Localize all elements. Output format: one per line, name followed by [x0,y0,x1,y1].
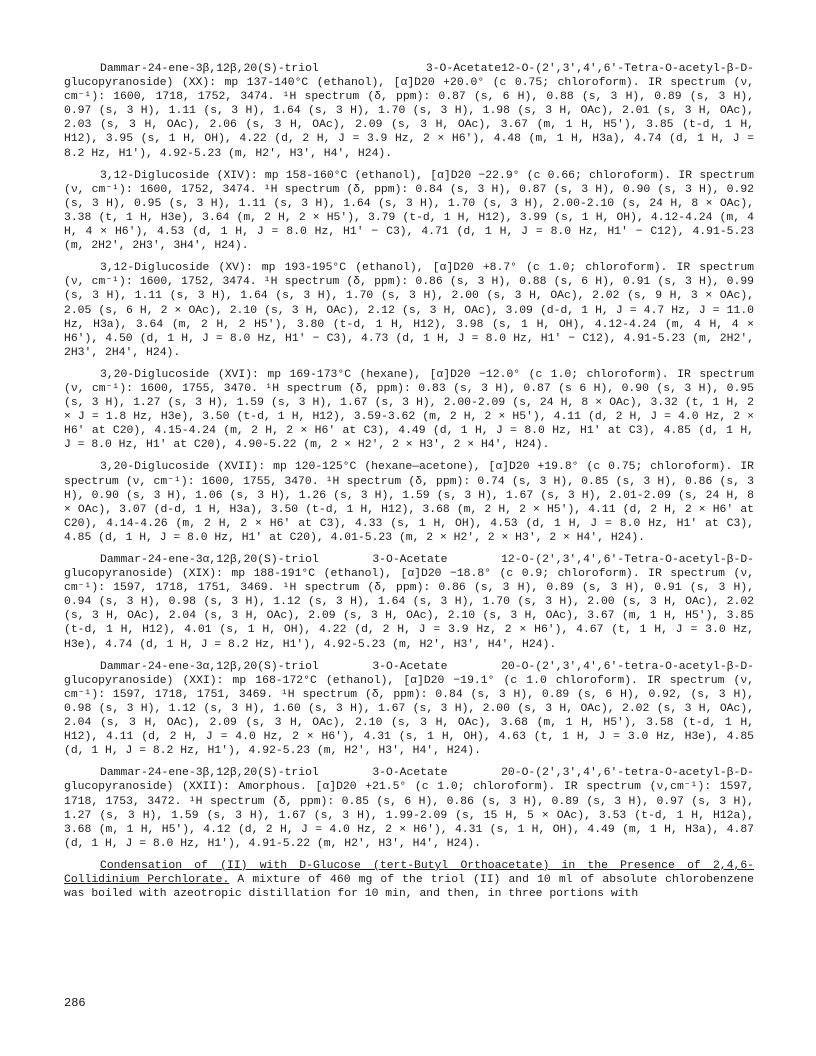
body-text [64,62,754,909]
page-number: 286 [64,996,86,1010]
paragraph-compound-xxii: Dammar-24-ene-3β,12β,20(S)-triol 3-O-Acetate 20-O-(2',3',4',6'-tetra-O-acetyl-β-D-glucopyranoside) (XXII): Amorphous. [α]D20 +21.5° (c 1.0; chloroform). IR spectrum (ν,cm⁻¹): 1597, 1718, 1753, 3472. ¹H spectrum (δ, ppm): 0.85 (s, 6 H), 0.86 (s, 3 H), 0.89 (s, 3 H), 0.97 (s, 3 H), 1.27 (s, 3 H), 1.59 (s, 3 H), 1.67 (s, 3 H), 1.99-2.09 (s, 15 H, 5 × OAc), 3.53 (t-d, 1 H, H12a), 3.68 (m, 1 H, H5'), 4.12 (d, 2 H, J = 4.0 Hz, 2 × H6'), 4.31 (s, 1 H, OH), 4.49 (m, 1 H, H3a), 4.87 (d, 1 H, J = 8.0 Hz, H1'), 4.91-5.22 (m, H2', H3', H4', H24). [64,767,754,850]
paragraph-compound-xix: Dammar-24-ene-3α,12β,20(S)-triol 3-O-Acetate 12-O-(2',3',4',6'-Tetra-O-acetyl-β-D-glucopyranoside) (XIX): mp 188-191°C (ethanol), [α]D20 −18.8° (c 0.9; chloroform). IR spectrum (ν, cm⁻¹): 1597, 1718, 1751, 3469. ¹H spectrum (δ, ppm): 0.86 (s, 3 H), 0.89 (s, 3 H), 0.91 (s, 3 H), 0.94 (s, 3 H), 0.98 (s, 3 H), 1.12 (s, 3 H), 1.64 (s, 3 H), 1.70 (s, 3 H), 2.00 (s, 3 H, OAc), 2.02 (s, 3 H, OAc), 2.04 (s, 3 H, OAc), 2.09 (s, 3 H, OAc), 2.10 (s, 3 H, OAc), 3.67 (m, 1 H, H5'), 3.85 (t-d, 1 H, H12), 4.01 (s, 1 H, OH), 4.22 (d, 2 H, J = 3.9 Hz, 2 × H6'), 4.67 (t, 1 H, J = 3.0 Hz, H3e), 4.74 (d, 1 H, J = 8.2 Hz, H1'), 4.92-5.23 (m, H2', H3', H4', H24). [64,554,754,651]
section-text: A mixture of 460 mg of the triol (II) and 10 ml of absolute chlorobenzene was boiled with azeotropic distillation for 10 min, and then, in three portions with [64,873,754,901]
paragraph-compound-xvi: 3,20-Diglucoside (XVI): mp 169-173°C (hexane), [α]D20 −12.0° (c 1.0; chloroform). IR spectrum (ν, cm⁻¹): 1600, 1755, 3470. ¹H spectrum (δ, ppm): 0.83 (s, 3 H), 0.87 (s 6 H), 0.90 (s, 3 H), 0.95 (s, 3 H), 1.27 (s, 3 H), 1.59 (s, 3 H), 1.67 (s, 3 H), 2.00-2.09 (s, 24 H, 8 × OAc), 3.32 (t, 1 H, 2 × J = 1.8 Hz, H3e), 3.50 (t-d, 1 H, H12), 3.59-3.62 (m, 2 H, 2 × H5'), 4.11 (d, 2 H, J = 4.0 Hz, 2 × H6' at C20), 4.15-4.24 (m, 2 H, 2 × H6' at C3), 4.49 (d, 1 H, J = 8.0 Hz, H1' at C3), 4.85 (d, 1 H, J = 8.0 Hz, H1' at C20), 4.90-5.22 (m, 2 × H2', 2 × H3', 2 × H4', H24). [64,368,754,452]
paragraph-compound-xiv: 3,12-Diglucoside (XIV): mp 158-160°C (ethanol), [α]D20 −22.9° (c 0.66; chloroform). IR spectrum (ν, cm⁻¹): 1600, 1752, 3474. ¹H spectrum (δ, ppm): 0.84 (s, 3 H), 0.87 (s, 3 H), 0.90 (s, 3 H), 0.92 (s, 3 H), 0.95 (s, 3 H), 1.11 (s, 3 H), 1.64 (s, 3 H), 1.70 (s, 3 H), 2.00-2.10 (s, 24 H, 8 × OAc), 3.38 (t, 1 H, H3e), 3.64 (m, 2 H, 2 × H5'), 3.79 (t-d, 1 H, H12), 3.99 (s, 1 H, OH), 4.12-4.24 (m, 4 H, 4 × H6'), 4.53 (d, 1 H, J = 8.0 Hz, H1' − C3), 4.71 (d, 1 H, J = 8.0 Hz, H1' − C12), 4.91-5.23 (m, 2H2', 2H3', 3H4', H24). [64,169,754,253]
paragraph-compound-xx: Dammar-24-ene-3β,12β,20(S)-triol 3-O-Acetate12-O-(2',3',4',6'-Tetra-O-acetyl-β-D-glucopyranoside) (XX): mp 137-140°C (ethanol), [α]D20 +20.0° (c 0.75; chloroform). IR spectrum (ν, cm⁻¹): 1600, 1718, 1752, 3474. ¹H spectrum (δ, ppm): 0.87 (s, 6 H), 0.88 (s, 3 H), 0.89 (s, 3 H), 0.97 (s, 3 H), 1.11 (s, 3 H), 1.64 (s, 3 H), 1.70 (s, 3 H), 1.98 (s, 3 H, OAc), 2.01 (s, 3 H, OAc), 2.03 (s, 3 H, OAc), 2.06 (s, 3 H, OAc), 2.09 (s, 3 H, OAc), 3.67 (m, 1 H, H5'), 3.85 (t-d, 1 H, H12), 3.95 (s, 1 H, OH), 4.22 (d, 2 H, J = 3.9 Hz, 2 × H6'), 4.48 (m, 1 H, H3a), 4.74 (d, 1 H, J = 8.2 Hz, H1'), 4.92-5.23 (m, H2', H3', H4', H24). [64,63,754,160]
paragraph-compound-xv: 3,12-Diglucoside (XV): mp 193-195°C (ethanol), [α]D20 +8.7° (c 1.0; chloroform). IR spectrum (ν, cm⁻¹): 1600, 1752, 3474. ¹H spectrum (δ, ppm): 0.86 (s, 3 H), 0.88 (s, 6 H), 0.91 (s, 3 H), 0.99 (s, 3 H), 1.11 (s, 3 H), 1.64 (s, 3 H), 1.70 (s, 3 H), 2.00 (s, 3 H, OAc), 2.02 (s, 9 H, 3 × OAc), 2.05 (s, 6 H, 2 × OAc), 2.10 (s, 3 H, OAc), 2.12 (s, 3 H, OAc), 3.09 (d-d, 1 H, J = 4.7 Hz, J = 11.0 Hz, H3a), 3.64 (m, 2 H, 2 H5'), 3.80 (t-d, 1 H, H12), 3.98 (s, 1 H, OH), 4.12-4.24 (m, 4 H, 4 × H6'), 4.50 (d, 1 H, J = 8.0 Hz, H1' − C3), 4.73 (d, 1 H, J = 8.0 Hz, H1' − C12), 4.91-5.23 (m, 2H2', 2H3', 2H4', H24). [64,262,754,359]
paragraph-compound-xvii: 3,20-Diglucoside (XVII): mp 120-125°C (hexane—acetone), [α]D20 +19.8° (c 0.75; chloroform). IR spectrum (ν, cm⁻¹): 1600, 1755, 3470. ¹H spectrum (δ, ppm): 0.74 (s, 3 H), 0.85 (s, 3 H), 0.86 (s, 3 H), 0.90 (s, 3 H), 1.06 (s, 3 H), 1.26 (s, 3 H), 1.59 (s, 3 H), 1.67 (s, 3 H), 2.01-2.09 (s, 24 H, 8 × OAc), 3.07 (d-d, 1 H, H3a), 3.50 (t-d, 1 H, H12), 3.68 (m, 2 H, 2 × H5'), 4.11 (d, 2 H, 2 × H6' at C20), 4.14-4.26 (m, 2 H, 2 × H6' at C3), 4.33 (s, 1 H, OH), 4.53 (d, 1 H, J = 8.0 Hz, H1' at C3), 4.85 (d, 1 H, J = 8.0 Hz, H1' at C20), 4.01-5.23 (m, 2 × H2', 2 × H3', 2 × H4', H24). [64,461,754,544]
section-heading: Condensation of (II) with D-Glucose (tert-Butyl Orthoacetate) in the Presence of 2,4,6-Collidinium Perchlorate. [64,859,754,886]
paragraph-condensation [64,859,754,901]
paragraph-compound-xxi: Dammar-24-ene-3α,12β,20(S)-triol 3-O-Acetate 20-O-(2',3',4',6'-tetra-O-acetyl-β-D-glucopyranoside) (XXI): mp 168-172°C (ethanol), [α]D20 −19.1° (c 1.0 chloroform). IR spectrum (ν, cm⁻¹): 1597, 1718, 1751, 3469. ¹H spectrum (δ, ppm): 0.84 (s, 3 H), 0.89 (s, 6 H), 0.92, (s, 3 H), 0.98 (s, 3 H), 1.12 (s, 3 H), 1.60 (s, 3 H), 1.67 (s, 3 H), 2.00 (s, 3 H, OAc), 2.02 (s, 3 H, OAc), 2.04 (s, 3 H, OAc), 2.09 (s, 3 H, OAc), 2.10 (s, 3 H, OAc), 3.68 (m, 1 H, H5'), 3.58 (t-d, 1 H, H12), 4.11 (d, 2 H, J = 4.0 Hz, 2 × H6'), 4.31 (s, 1 H, OH), 4.63 (t, 1 H, J = 3.0 Hz, H3e), 4.85 (d, 1 H, J = 8.2 Hz, H1'), 4.92-5.23 (m, H2', H3', H4', H24). [64,660,754,758]
